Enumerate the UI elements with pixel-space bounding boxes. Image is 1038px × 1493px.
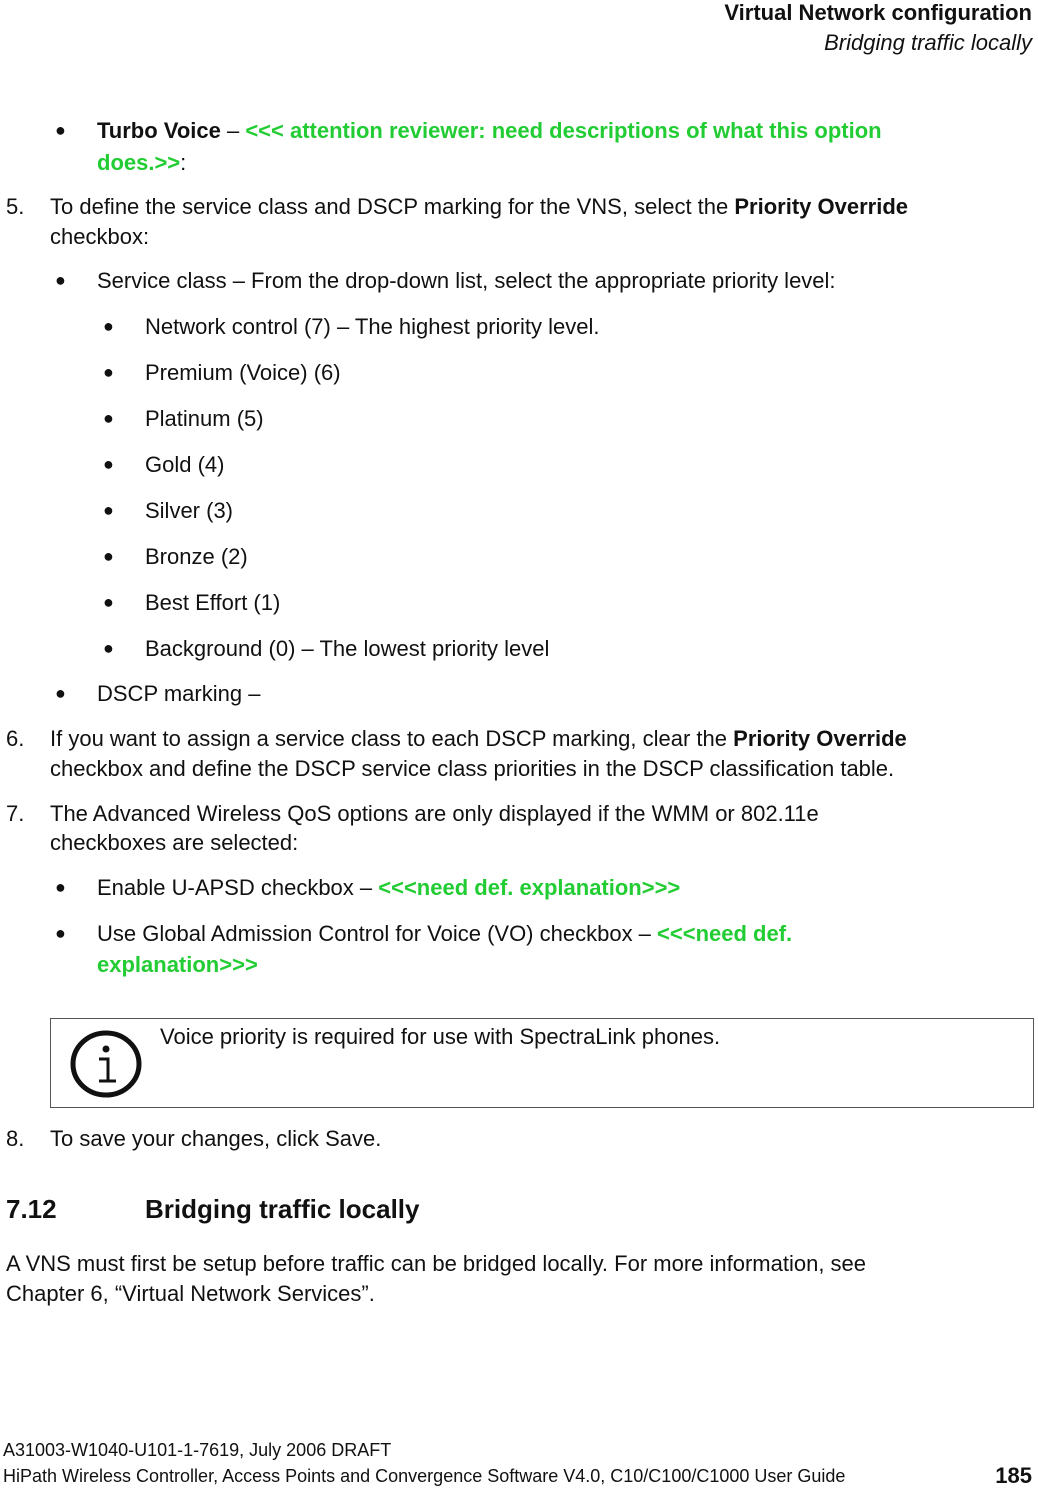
service-class-item: Service class – From the drop-down list, select the appropriate priority level: — [97, 268, 836, 293]
gac-comment: <<<need def. — [657, 921, 793, 946]
note-text: Voice priority is required for use with SpectraLink phones. — [160, 1024, 721, 1049]
priority-level-item: Background (0) – The lowest priority level — [145, 636, 550, 661]
dscp-marking-item: DSCP marking – — [97, 681, 261, 706]
priority-level-item: Network control (7) – The highest priority level. — [145, 314, 600, 339]
priority-level-item: Best Effort (1) — [145, 590, 281, 615]
reviewer-comment-cont: does.>> — [97, 150, 181, 175]
bullet-icon: ● — [103, 316, 114, 336]
section-para-line1: A VNS must first be setup before traffic can be bridged locally. For more information, see — [6, 1251, 867, 1276]
turbo-voice-line1 — [97, 114, 882, 147]
step-7-line1: The Advanced Wireless QoS options are only displayed if the WMM or 802.11e — [50, 801, 819, 826]
reviewer-comment: <<< attention reviewer: need descriptions of what this option — [245, 118, 882, 143]
running-header-title: Virtual Network configuration — [724, 0, 1032, 25]
uapsd-text: Enable U-APSD checkbox – — [97, 875, 379, 900]
bullet-icon: ● — [55, 270, 66, 290]
step-5-text: To define the service class and DSCP marking for the VNS, select the — [50, 194, 735, 219]
bullet-icon: ● — [103, 408, 114, 428]
page-number: 185 — [995, 1463, 1032, 1488]
gac-item-line2 — [97, 948, 258, 981]
section-para-line2: Chapter 6, “Virtual Network Services”. — [6, 1281, 375, 1306]
bullet-icon: ● — [103, 638, 114, 658]
running-header-subtitle: Bridging traffic locally — [824, 30, 1032, 55]
bullet-icon: ● — [55, 923, 66, 943]
footer-product: HiPath Wireless Controller, Access Points and Convergence Software V4.0, C10/C100/C1000 User Guide — [3, 1466, 846, 1486]
bullet-icon: ● — [103, 546, 114, 566]
bullet-icon: ● — [103, 454, 114, 474]
bullet-icon: ● — [55, 683, 66, 703]
step-6-line1 — [50, 722, 907, 755]
turbo-voice-label: Turbo Voice — [97, 118, 221, 143]
colon: : — [180, 150, 187, 175]
priority-override-label: Priority Override — [734, 194, 909, 219]
uapsd-comment: <<<need def. explanation>>> — [378, 875, 681, 900]
uapsd-item — [97, 871, 680, 904]
dash: – — [220, 118, 246, 143]
step-5-line2: checkbox: — [50, 224, 150, 249]
bullet-icon: ● — [103, 500, 114, 520]
step-5-line1 — [50, 190, 908, 223]
gac-item-line1 — [97, 917, 792, 950]
info-icon — [70, 1030, 142, 1098]
gac-text: Use Global Admission Control for Voice (VO) checkbox – — [97, 921, 658, 946]
priority-level-item: Platinum (5) — [145, 406, 264, 431]
step-6-line2: checkbox and define the DSCP service class priorities in the DSCP classification table. — [50, 756, 895, 781]
step-8-text: To save your changes, click Save. — [50, 1126, 382, 1151]
step-7-line2: checkboxes are selected: — [50, 830, 299, 855]
turbo-voice-line2 — [97, 146, 186, 179]
footer-doc-id: A31003-W1040-U101-1-7619, July 2006 DRAFT — [3, 1440, 392, 1460]
bullet-icon: ● — [55, 120, 66, 140]
bullet-icon: ● — [103, 362, 114, 382]
priority-level-item: Silver (3) — [145, 498, 234, 523]
step-8-number: 8. — [6, 1126, 25, 1151]
section-title: Bridging traffic locally — [145, 1194, 420, 1224]
gac-comment-cont: explanation>>> — [97, 952, 258, 977]
priority-level-item: Bronze (2) — [145, 544, 248, 569]
bullet-icon: ● — [55, 877, 66, 897]
step-5-number: 5. — [6, 194, 25, 219]
step-6-text: If you want to assign a service class to each DSCP marking, clear the — [50, 726, 734, 751]
step-7-number: 7. — [6, 801, 25, 826]
section-number: 7.12 — [6, 1194, 57, 1224]
priority-override-label: Priority Override — [733, 726, 907, 751]
priority-level-item: Premium (Voice) (6) — [145, 360, 341, 385]
bullet-icon: ● — [103, 592, 114, 612]
priority-level-item: Gold (4) — [145, 452, 225, 477]
step-6-number: 6. — [6, 726, 25, 751]
